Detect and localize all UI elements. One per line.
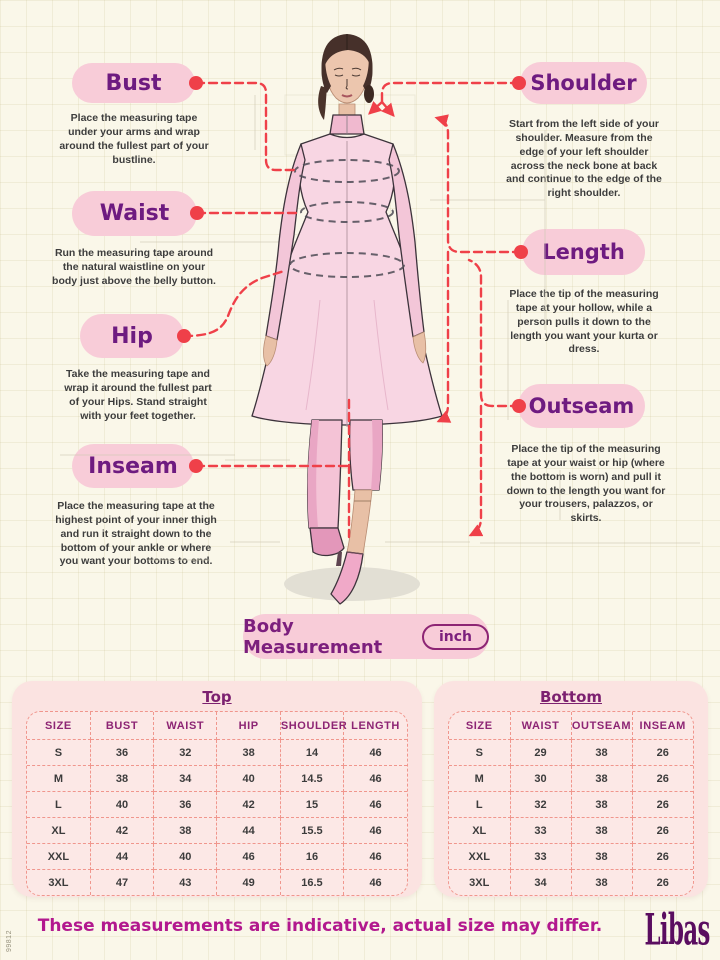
table-cell: 40 [217,766,280,792]
callout-pill-shoulder [520,62,647,104]
callout-label-bust: Bust [105,70,162,96]
table-cell: 33 [510,844,571,870]
table-cell: 38 [571,766,632,792]
table-row [27,844,407,870]
callout-desc-outseam: Place the tip of the measuring tape at your waist or hip (where the bottom is worn) and pull it down to the length you want for your trousers, palazzos, or skirts. [506,443,666,525]
table-cell: 42 [90,818,153,844]
table-cell: 46 [344,870,407,896]
table-row [27,766,407,792]
connector-dots [177,76,528,473]
table-cell: 3XL [449,870,510,896]
top-size-table-card [12,681,422,897]
table-row [449,818,693,844]
table-cell: 3XL [27,870,90,896]
table-cell: 30 [510,766,571,792]
table-cell: 40 [154,844,217,870]
table-row [449,844,693,870]
bottom-table-grid [448,711,694,896]
table-cell: 36 [154,792,217,818]
table-cell: 26 [632,844,693,870]
table-cell: 26 [632,792,693,818]
table-cell: 46 [344,818,407,844]
unit-toggle-inch[interactable]: inch [422,624,489,650]
table-row [27,740,407,766]
table-cell: 38 [571,740,632,766]
table-cell: 32 [154,740,217,766]
table-cell: 44 [217,818,280,844]
table-row [27,870,407,896]
callout-pill-hip [80,314,184,358]
table-cell: M [449,766,510,792]
callout-pill-length [522,229,645,275]
table-cell: 38 [154,818,217,844]
table-cell: 38 [571,844,632,870]
callout-label-length: Length [542,240,625,264]
table-cell: 38 [217,740,280,766]
table-cell: 43 [154,870,217,896]
column-header: LENGTH [344,712,407,740]
table-cell: M [27,766,90,792]
table-row [449,740,693,766]
unit-bar [243,614,489,659]
callout-pill-outseam [518,384,645,428]
table-row [27,792,407,818]
callout-label-inseam: Inseam [88,453,178,479]
callout-pill-bust [72,63,195,103]
table-cell: 42 [217,792,280,818]
column-header: SIZE [449,712,510,740]
table-cell: XL [449,818,510,844]
bottom-size-table-card [434,681,708,897]
bottom-size-table [449,712,693,895]
table-cell: 34 [154,766,217,792]
table-cell: 15 [280,792,343,818]
top-table-grid [26,711,408,896]
table-cell: 16 [280,844,343,870]
disclaimer-text: These measurements are indicative, actual size may differ. [37,916,603,936]
side-code: 99812 [6,930,13,952]
column-header: SHOULDER [280,712,343,740]
table-cell: 36 [90,740,153,766]
table-cell: 38 [571,870,632,896]
table-cell: 16.5 [280,870,343,896]
table-cell: 34 [510,870,571,896]
callout-desc-waist: Run the measuring tape around the natural waistline on your body just above the belly button. [52,247,216,287]
callout-label-waist: Waist [99,201,170,226]
table-cell: 44 [90,844,153,870]
table-cell: 40 [90,792,153,818]
model-figure [252,34,442,604]
column-header: HIP [217,712,280,740]
callout-pill-waist [72,191,197,236]
column-header: OUTSEAM [571,712,632,740]
floor-shadow [284,567,420,601]
table-cell: XL [27,818,90,844]
callout-label-outseam: Outseam [528,394,635,418]
table-cell: L [449,792,510,818]
table-row [449,792,693,818]
table-cell: 15.5 [280,818,343,844]
table-cell: 46 [344,766,407,792]
table-cell: S [27,740,90,766]
callout-connectors [184,83,521,537]
table-cell: 14.5 [280,766,343,792]
column-header: WAIST [154,712,217,740]
table-cell: 47 [90,870,153,896]
table-cell: 26 [632,740,693,766]
brand-logo: Libas [644,904,710,955]
table-cell: 49 [217,870,280,896]
callout-desc-shoulder: Start from the left side of your shoulder. Measure from the edge of your left shoulder across the neck bone at back and continue to the edge of the right shoulder. [506,118,662,200]
callout-desc-inseam: Place the measuring tape at the highest point of your inner thigh and run it straight down to the bottom of your ankle or where you want your bottoms to end. [55,500,217,568]
table-cell: 46 [217,844,280,870]
table-row [449,766,693,792]
table-row [449,870,693,896]
table-cell: XXL [27,844,90,870]
table-cell: 14 [280,740,343,766]
column-header: BUST [90,712,153,740]
callout-label-shoulder: Shoulder [530,71,637,95]
table-cell: 33 [510,818,571,844]
shoulder-connector [382,83,519,102]
table-cell: 38 [90,766,153,792]
table-cell: 46 [344,844,407,870]
callout-desc-length: Place the tip of the measuring tape at your hollow, while a person pulls it down to the length you want your kurta or dress. [509,288,659,356]
bust-measure-line [295,160,399,182]
top-size-table [27,712,407,895]
column-header: INSEAM [632,712,693,740]
table-row [27,818,407,844]
table-cell: 46 [344,792,407,818]
table-cell: L [27,792,90,818]
top-table-title: Top [202,688,232,706]
callout-label-hip: Hip [111,323,153,349]
table-cell: 46 [344,740,407,766]
callout-desc-hip: Take the measuring tape and wrap it around the fullest part of your Hips. Stand straight with your feet together. [64,368,212,422]
callout-pill-inseam [72,444,194,488]
unit-bar-title: Body Measurement [243,615,383,658]
table-cell: 29 [510,740,571,766]
column-header: SIZE [27,712,90,740]
table-cell: 26 [632,818,693,844]
column-header: WAIST [510,712,571,740]
table-cell: 38 [571,792,632,818]
table-cell: 32 [510,792,571,818]
table-cell: 38 [571,818,632,844]
table-cell: 26 [632,870,693,896]
table-cell: 26 [632,766,693,792]
table-cell: XXL [449,844,510,870]
table-cell: S [449,740,510,766]
waist-measure-line [301,202,393,222]
hip-measure-line [290,253,404,277]
bottom-table-title: Bottom [539,688,602,706]
callout-desc-bust: Place the measuring tape under your arms and wrap around the fullest part of your bustline. [59,112,209,166]
